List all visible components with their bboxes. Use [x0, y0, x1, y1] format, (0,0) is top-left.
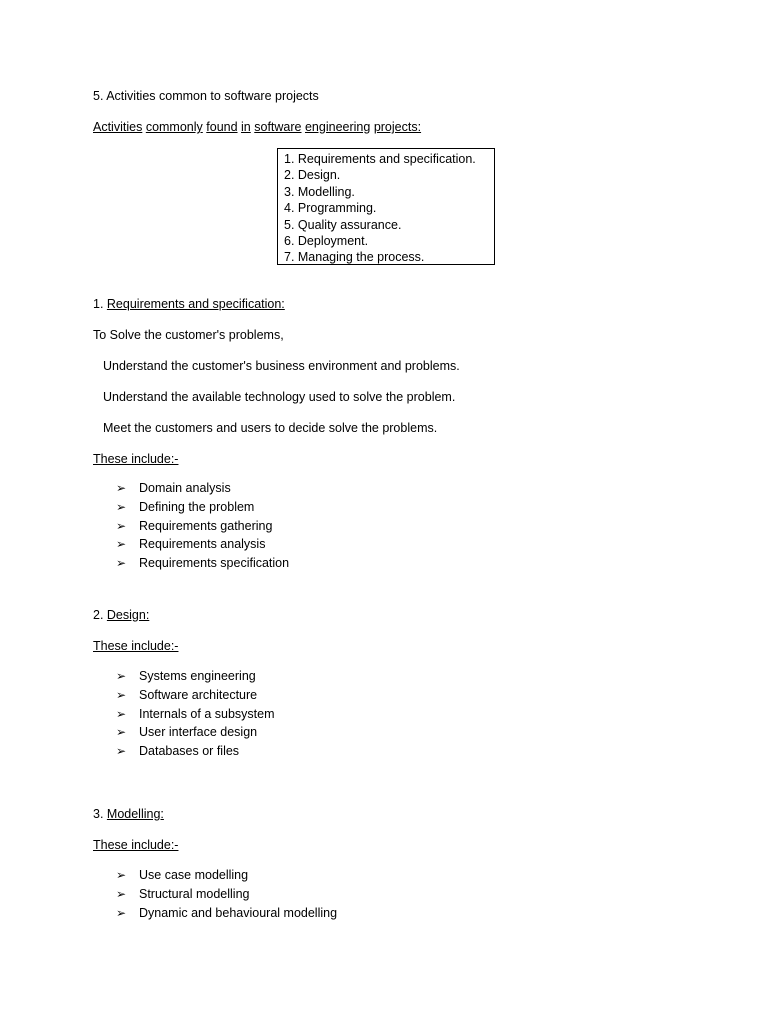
- list-item: [116, 686, 274, 705]
- activity-list-item: 3. Modelling.: [284, 184, 355, 199]
- subtitle-word: commonly: [145, 120, 203, 134]
- list-item: [116, 535, 289, 554]
- list-item-text: User interface design: [139, 725, 258, 740]
- document-title: 5. Activities common to software projects: [93, 89, 319, 103]
- arrow-bullet-icon: ➢: [116, 905, 127, 920]
- section-title: Modelling:: [106, 807, 164, 821]
- activity-list-item: 2. Design.: [284, 168, 341, 183]
- subtitle-word: found: [206, 120, 238, 134]
- list-item: [116, 554, 289, 573]
- list-item-text: Structural modelling: [139, 886, 250, 901]
- list-item: [116, 904, 337, 923]
- section-number: 1.: [93, 297, 107, 311]
- activity-list-item: 7. Managing the process.: [284, 250, 425, 265]
- list-item-text: Use case modelling: [139, 868, 249, 882]
- subtitle-word: Activities: [93, 120, 143, 134]
- list-item-text: Requirements gathering: [139, 518, 273, 533]
- section-intro: To Solve the customer's problems,: [93, 328, 284, 342]
- activity-list-item: 1. Requirements and specification.: [284, 152, 476, 166]
- paragraph-point: Understand the available technology used to solve the problem.: [103, 390, 456, 404]
- arrow-bullet-icon: ➢: [116, 556, 127, 571]
- list-item: [116, 705, 274, 724]
- document-subtitle: [93, 119, 421, 135]
- arrow-bullet-icon: ➢: [116, 687, 127, 702]
- arrow-bullet-icon: ➢: [116, 886, 127, 901]
- section-heading-requirements: [93, 296, 285, 312]
- list-item: [116, 479, 289, 498]
- section-title: Requirements and specification:: [106, 297, 285, 311]
- paragraph-point: Meet the customers and users to decide solve the problems.: [103, 421, 438, 435]
- section-title: Design:: [106, 608, 150, 622]
- bullet-list-design: [116, 667, 274, 761]
- list-item: [116, 723, 274, 742]
- arrow-bullet-icon: ➢: [116, 518, 127, 533]
- list-item-text: Internals of a subsystem: [139, 706, 275, 721]
- list-item: [116, 742, 274, 761]
- subtitle-word: software: [254, 120, 302, 134]
- list-item-text: Databases or files: [139, 744, 240, 759]
- arrow-bullet-icon: ➢: [116, 669, 127, 683]
- bullet-list-requirements: [116, 479, 289, 573]
- these-include-label: These include:-: [93, 838, 179, 852]
- list-item-text: Software architecture: [139, 687, 258, 702]
- arrow-bullet-icon: ➢: [116, 868, 127, 882]
- subtitle-word: engineering: [304, 120, 371, 134]
- section-heading-modelling: [93, 806, 164, 822]
- arrow-bullet-icon: ➢: [116, 725, 127, 740]
- subtitle-word: in: [241, 120, 251, 134]
- these-include-label: These include:-: [93, 639, 179, 653]
- activity-list-item: 5. Quality assurance.: [284, 217, 402, 232]
- arrow-bullet-icon: ➢: [116, 499, 127, 514]
- list-item: [116, 667, 274, 686]
- list-item: [116, 517, 289, 536]
- list-item-text: Defining the problem: [139, 499, 255, 514]
- activity-list-item: 6. Deployment.: [284, 234, 369, 249]
- activities-list-box: [277, 148, 495, 265]
- section-heading-design: [93, 607, 149, 623]
- list-item: [116, 866, 337, 885]
- bullet-list-modelling: [116, 866, 337, 922]
- arrow-bullet-icon: ➢: [116, 481, 127, 495]
- these-include-label: These include:-: [93, 452, 179, 466]
- list-item-text: Requirements analysis: [139, 537, 266, 552]
- arrow-bullet-icon: ➢: [116, 706, 127, 721]
- section-number: 2.: [93, 608, 107, 622]
- subtitle-word: projects:: [373, 120, 422, 134]
- paragraph-point: Understand the customer's business environment and problems.: [103, 359, 460, 373]
- list-item-text: Systems engineering: [139, 669, 256, 683]
- list-item-text: Domain analysis: [139, 481, 231, 495]
- section-number: 3.: [93, 807, 107, 821]
- arrow-bullet-icon: ➢: [116, 744, 127, 759]
- list-item: [116, 498, 289, 517]
- activity-list-item: 4. Programming.: [284, 201, 377, 216]
- list-item-text: Dynamic and behavioural modelling: [139, 905, 338, 920]
- list-item: [116, 885, 337, 904]
- arrow-bullet-icon: ➢: [116, 537, 127, 552]
- list-item-text: Requirements specification: [139, 556, 290, 571]
